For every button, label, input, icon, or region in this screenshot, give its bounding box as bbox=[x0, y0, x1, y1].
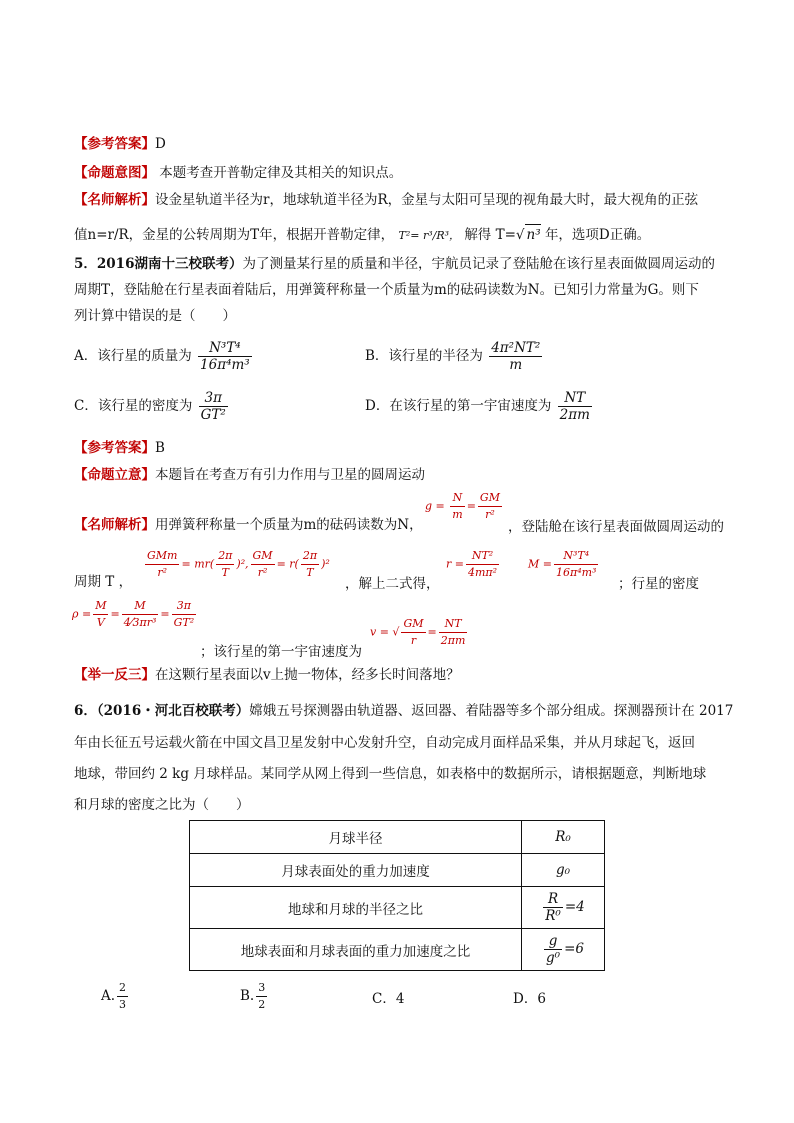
table-cell-value: R₀ bbox=[522, 821, 605, 854]
q5-option-d bbox=[365, 390, 594, 423]
question-stem: 列计算中错误的是（ ） bbox=[74, 308, 236, 324]
question-stem: 和月球的密度之比为（ ） bbox=[74, 797, 250, 813]
q6-option-c bbox=[372, 987, 404, 1007]
table-cell-label: 地球表面和月球表面的重力加速度之比 bbox=[190, 929, 522, 971]
formula-density: ρ = $\frac{M}{V}$ = $\frac{M}{\text{4⁄3πr³}}$ = $\frac{3\pi}{\text{GT²}}$ bbox=[72, 599, 195, 629]
analysis-label: 【名师解析】 bbox=[74, 192, 155, 208]
question-stem: 周期T，登陆舱在行星表面着陆后，用弹簧秤称量一个质量为m的砝码读数为N。已知引力常量为G。则下 bbox=[74, 282, 699, 298]
option-label: D．在该行星的第一宇宙速度为 bbox=[365, 398, 552, 414]
option-label: C．4 bbox=[372, 991, 405, 1007]
analysis-text: 年，选项D正确。 bbox=[544, 227, 651, 243]
question-source: 6．（2016・河北百校联考） bbox=[74, 703, 250, 719]
question-source: 5．2016湖南十三校联考） bbox=[74, 256, 243, 272]
q5-intent-line bbox=[74, 465, 724, 485]
q6-option-b: B. $\frac{3}{2}$ bbox=[240, 981, 266, 1011]
q5-analysis-line3 bbox=[200, 640, 362, 660]
question-stem: 地球，带回约 2 kg 月球样品。某同学从网上得到一些信息，如表格中的数据所示，请根据题意，判断地球 bbox=[74, 766, 707, 782]
analysis-label: 【名师解析】 bbox=[74, 517, 155, 533]
q6-stem-line1 bbox=[74, 701, 734, 721]
q6-stem-line2 bbox=[74, 733, 724, 753]
ratio-value: =4 bbox=[564, 899, 585, 915]
option-formula: $\frac{\text{N³T⁴}}{\text{16π⁴m³}}$ bbox=[200, 340, 250, 373]
analysis-text: ，解上二式得， bbox=[345, 576, 440, 592]
intent-text: 本题旨在考查万有引力作用与卫星的圆周运动 bbox=[155, 467, 425, 483]
table-cell-label: 地球和月球的半径之比 bbox=[190, 887, 522, 929]
analysis-text: 用弹簧秤称量一个质量为m的砝码读数为N， bbox=[155, 517, 423, 533]
question-stem: 嫦娥五号探测器由轨道器、返回器、着陆器等多个部分组成。探测器预计在 2017 bbox=[249, 703, 734, 719]
intent-label: 【命题立意】 bbox=[74, 467, 155, 483]
sqrt-n3: √ n³ bbox=[516, 227, 541, 243]
formula-M: M = $\frac{\text{N³T⁴}}{\text{16π⁴m³}}$ bbox=[528, 549, 597, 579]
analysis-text: 周期 T ， bbox=[74, 574, 133, 590]
option-label: A. bbox=[101, 988, 116, 1004]
option-formula: $\frac{NT}{2\pi m}$ bbox=[559, 390, 590, 423]
option-label: A．该行星的质量为 bbox=[74, 348, 192, 364]
option-formula: $\frac{\text{4π²NT²}}{m}$ bbox=[491, 340, 541, 373]
extend-text: 在这颗行星表面以v上抛一物体，经多长时间落地？ bbox=[155, 667, 460, 683]
q6-stem-line3 bbox=[74, 764, 724, 784]
intent-text: 本题考查开普勒定律及其相关的知识点。 bbox=[159, 165, 403, 181]
answer-value: D bbox=[155, 136, 166, 152]
formula-g: g = $\frac{N}{m}$ = $\frac{GM}{\text{r²}}$ bbox=[425, 491, 500, 521]
table-row bbox=[190, 821, 605, 854]
table-row bbox=[190, 887, 605, 929]
analysis-text: 解得 T= bbox=[464, 227, 516, 243]
option-label: C．该行星的密度为 bbox=[74, 398, 193, 414]
data-table bbox=[189, 820, 605, 971]
formula-r: r = $\frac{\text{NT²}}{\text{4mπ²}}$ bbox=[446, 549, 498, 579]
q5-extend-line bbox=[74, 665, 724, 685]
analysis-text: ；行星的密度 bbox=[618, 576, 699, 592]
q4-answer-line bbox=[74, 134, 724, 154]
q5-answer-line bbox=[74, 438, 724, 458]
question-stem: 为了测量某行星的质量和半径，宇航员记录了登陆舱在该行星表面做圆周运动的 bbox=[242, 256, 715, 272]
option-label: B．该行星的半径为 bbox=[365, 348, 483, 364]
q4-analysis-line2 bbox=[74, 224, 724, 246]
q5-option-a bbox=[74, 340, 254, 373]
formula-velocity: v = √ $\frac{GM}{r}$ = $\frac{NT}{2\pi m}$ bbox=[370, 617, 466, 647]
answer-label: 【参考答案】 bbox=[74, 136, 155, 152]
formula-orbit: $\frac{\text{GMm}}{\text{r²}}$ = mr( $\frac{2\pi}{T}$ )² bbox=[147, 549, 246, 579]
analysis-text: ；该行星的第一宇宙速度为 bbox=[200, 644, 362, 660]
formula-orbit2: , $\frac{GM}{\text{r²}}$ = r( $\frac{2\pi}{T}$ )² bbox=[245, 549, 330, 579]
intent-label: 【命题意图】 bbox=[74, 165, 155, 181]
table-cell-label: 月球半径 bbox=[190, 821, 522, 854]
table-row bbox=[190, 929, 605, 971]
q5-analysis-line2-tail bbox=[618, 572, 699, 592]
q6-stem-line4 bbox=[74, 795, 724, 815]
q5-stem-line2 bbox=[74, 280, 724, 300]
q5-option-c bbox=[74, 390, 230, 423]
ratio-value: =6 bbox=[564, 941, 584, 957]
q6-option-a: A. $\frac{2}{3}$ bbox=[101, 981, 127, 1011]
option-label: D．6 bbox=[513, 991, 546, 1007]
option-label: B. bbox=[240, 988, 255, 1004]
analysis-text: 设金星轨道半径为r，地球轨道半径为R，金星与太阳可呈现的视角最大时，最大视角的正弦 bbox=[155, 192, 699, 208]
analysis-text: ，登陆舱在该行星表面做圆周运动的 bbox=[508, 519, 724, 535]
q5-option-b bbox=[365, 340, 544, 373]
option-formula: $\frac{3\pi}{\text{GT²}}$ bbox=[200, 390, 226, 423]
q5-analysis-line2-mid bbox=[345, 572, 440, 592]
table-cell-value: $\frac{R}{\text{R⁰}}$ =4 bbox=[522, 887, 605, 929]
answer-label: 【参考答案】 bbox=[74, 440, 155, 456]
q5-stem-line1 bbox=[74, 254, 724, 274]
extend-label: 【举一反三】 bbox=[74, 667, 155, 683]
table-cell-value: g₀ bbox=[522, 854, 605, 887]
q4-intent-line bbox=[74, 163, 724, 183]
table-row bbox=[190, 854, 605, 887]
q5-stem-line3 bbox=[74, 306, 724, 326]
table-cell-label: 月球表面处的重力加速度 bbox=[190, 854, 522, 887]
q4-analysis-line1 bbox=[74, 190, 724, 210]
table-cell-value: $\frac{g}{\text{g⁰}}$ =6 bbox=[522, 929, 605, 971]
question-stem: 年由长征五号运载火箭在中国文昌卫星发射中心发射升空，自动完成月面样品采集，并从月球起飞，返回 bbox=[74, 735, 695, 751]
analysis-text: 值n=r/R，金星的公转周期为T年，根据开普勒定律， bbox=[74, 227, 395, 243]
answer-value: B bbox=[155, 440, 165, 456]
q5-analysis-line1-tail bbox=[508, 515, 724, 535]
kepler-formula: T²= r³/R³， bbox=[398, 229, 461, 242]
q6-option-d bbox=[513, 987, 546, 1007]
